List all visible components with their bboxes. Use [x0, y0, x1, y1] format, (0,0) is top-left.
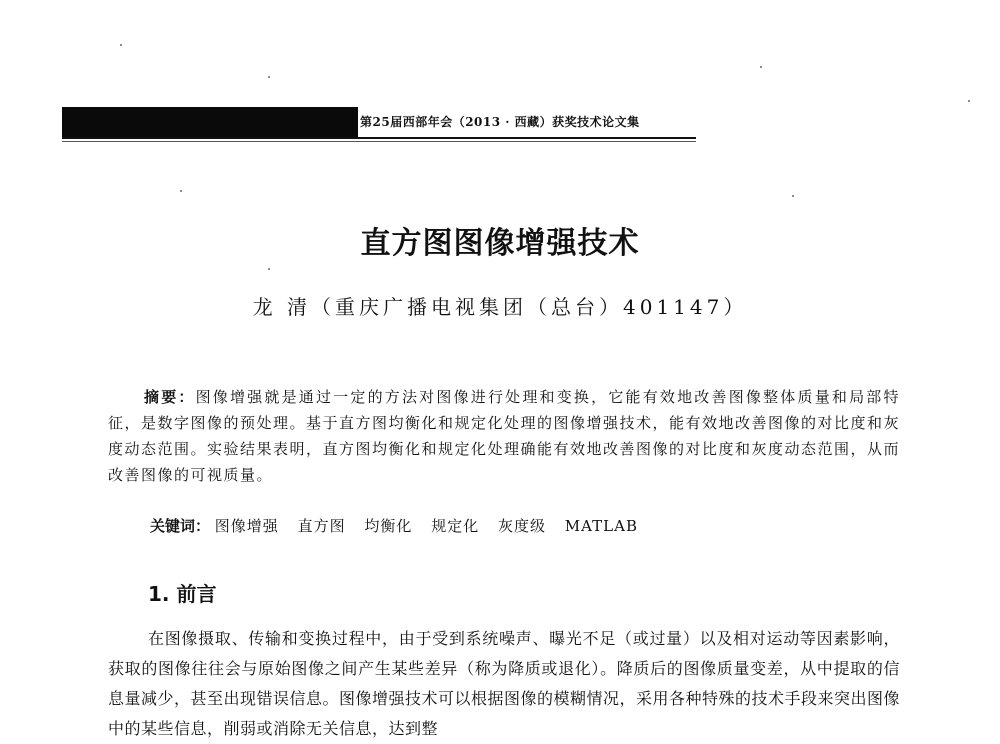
- keyword: 灰度级: [497, 517, 546, 535]
- keyword: 直方图: [297, 517, 346, 535]
- abstract-text: 图像增强就是通过一定的方法对图像进行处理和变换，它能有效地改善图像整体质量和局部特征，是数字图像的预处理。基于直方图均衡化和规定化处理的图像增强技术，能有效地改善图像的对比度和灰度动态范围。实验结果表明，直方图均衡化和规定化处理确能有效地改善图像的对比度和灰度动态范围，从而改善图像的可视质量。: [108, 388, 901, 484]
- keyword: 规定化: [431, 517, 480, 535]
- scan-speck: [120, 44, 122, 46]
- paper-title: 直方图图像增强技术: [360, 226, 640, 261]
- scan-speck: [268, 76, 270, 78]
- keyword: MATLAB: [564, 517, 638, 535]
- section-heading: 1. 前言: [148, 582, 217, 606]
- header-black-bar: [62, 107, 358, 137]
- author-line: 龙 清（重庆广播电视集团（总台）401147）: [252, 295, 748, 319]
- scan-speck: [792, 195, 794, 197]
- keywords-line: [150, 513, 910, 539]
- keyword: 均衡化: [364, 517, 413, 535]
- keywords-label: 关键词：: [150, 517, 211, 535]
- scan-speck: [760, 66, 762, 68]
- header-rule-thin: [62, 141, 696, 142]
- scan-speck: [268, 268, 270, 270]
- scan-speck: [180, 190, 182, 192]
- scan-speck: [968, 100, 970, 102]
- abstract-paragraph: [108, 384, 900, 488]
- abstract-label: 摘要：: [144, 388, 196, 406]
- keyword: 图像增强: [214, 517, 279, 535]
- section-paragraph: 在图像摄取、传输和变换过程中，由于受到系统噪声、曝光不足（或过量）以及相对运动等因素影响，获取的图像往往会与原始图像之间产生某些差异（称为降质或退化）。降质后的图像质量变差，从中提取的信息量减少，甚至出现错误信息。图像增强技术可以根据图像的模糊情况，采用各种特殊的技术手段来突出图像中的某些信息，削弱或消除无关信息，达到整: [108, 629, 901, 738]
- header-rule: [62, 137, 696, 139]
- header-text: 第25届西部年会（2013 · 西藏）获奖技术论文集: [360, 115, 640, 129]
